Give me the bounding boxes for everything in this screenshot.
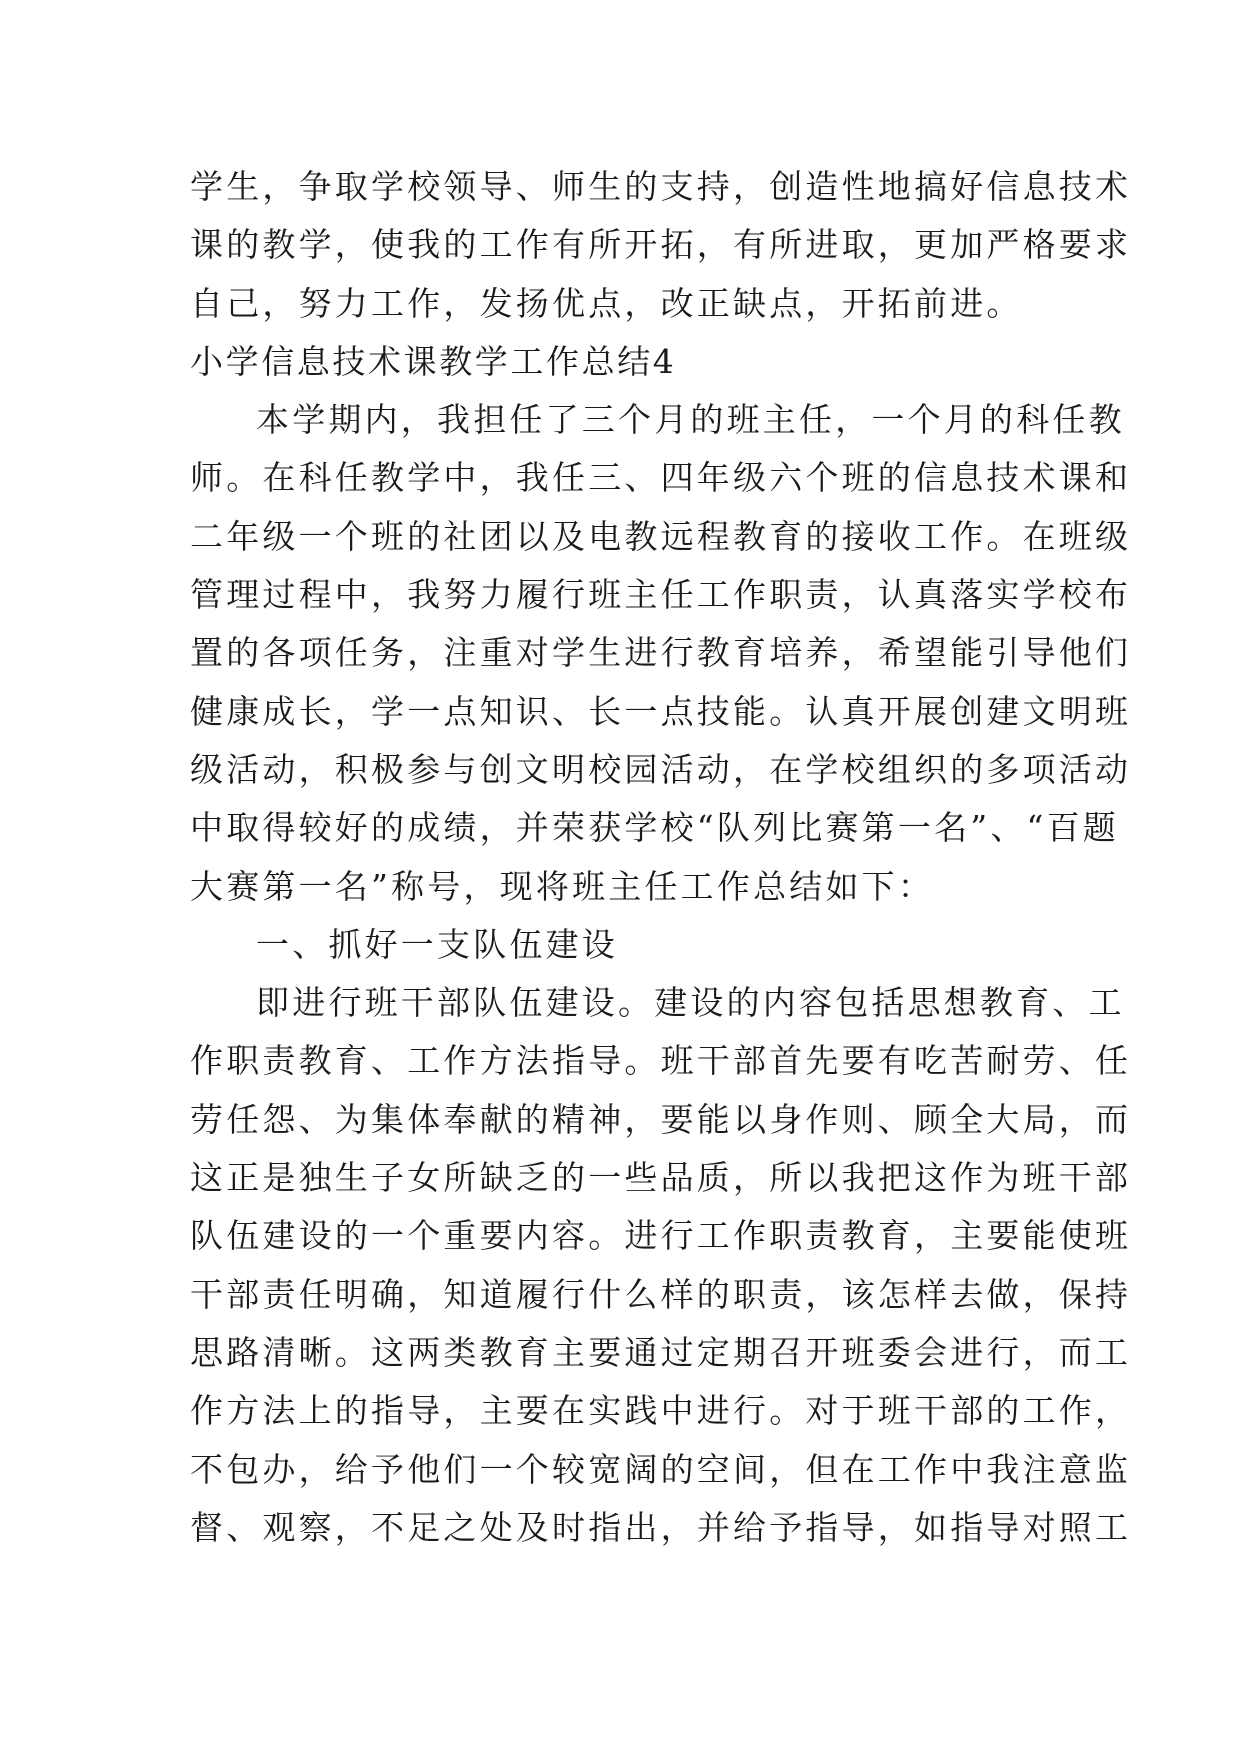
text-line: 课的教学，使我的工作有所开拓，有所进取，更加严格要求 (190, 225, 1132, 265)
text-line: 健康成长，学一点知识、长一点技能。认真开展创建文明班 (190, 691, 1132, 731)
text-line: 作职责教育、工作方法指导。班干部首先要有吃苦耐劳、任 (190, 1041, 1132, 1081)
paragraph-first-line: 即进行班干部队伍建设。建设的内容包括思想教育、工 (256, 983, 1125, 1023)
text-line: 师。在科任教学中，我任三、四年级六个班的信息技术课和 (190, 458, 1132, 498)
text-line: 思路清晰。这两类教育主要通过定期召开班委会进行，而工 (190, 1332, 1132, 1372)
paragraph-first-line: 本学期内，我担任了三个月的班主任，一个月的科任教 (256, 400, 1125, 440)
text-line: 二年级一个班的社团以及电教远程教育的接收工作。在班级 (190, 516, 1132, 556)
text-line: 中取得较好的成绩，并荣获学校“队列比赛第一名”、“百题 (190, 808, 1120, 848)
text-line: 级活动，积极参与创文明校园活动，在学校组织的多项活动 (190, 749, 1132, 789)
text-line: 自己，努力工作，发扬优点，改正缺点，开拓前进。 (190, 283, 1023, 323)
text-line: 学生，争取学校领导、师生的支持，创造性地搞好信息技术 (190, 167, 1132, 206)
text-line: 置的各项任务，注重对学生进行教育培养，希望能引导他们 (190, 633, 1132, 673)
text-line: 作方法上的指导，主要在实践中进行。对于班干部的工作， (190, 1391, 1132, 1431)
text-line: 大赛第一名”称号，现将班主任工作总结如下： (190, 866, 935, 906)
subheading: 一、抓好一支队伍建设 (256, 924, 618, 964)
text-line: 劳任怨、为集体奉献的精神，要能以身作则、顾全大局，而 (190, 1099, 1132, 1139)
text-line: 不包办，给予他们一个较宽阔的空间，但在工作中我注意监 (190, 1449, 1132, 1489)
section-title: 小学信息技术课教学工作总结4 (190, 341, 677, 381)
document-body (190, 158, 1132, 1557)
text-line: 队伍建设的一个重要内容。进行工作职责教育，主要能使班 (190, 1216, 1132, 1256)
text-line: 干部责任明确，知道履行什么样的职责，该怎样去做，保持 (190, 1274, 1132, 1314)
text-line: 管理过程中，我努力履行班主任工作职责，认真落实学校布 (190, 575, 1132, 615)
text-line: 督、观察，不足之处及时指出，并给予指导，如指导对照工 (190, 1507, 1132, 1547)
text-line: 这正是独生子女所缺乏的一些品质，所以我把这作为班干部 (190, 1158, 1132, 1198)
